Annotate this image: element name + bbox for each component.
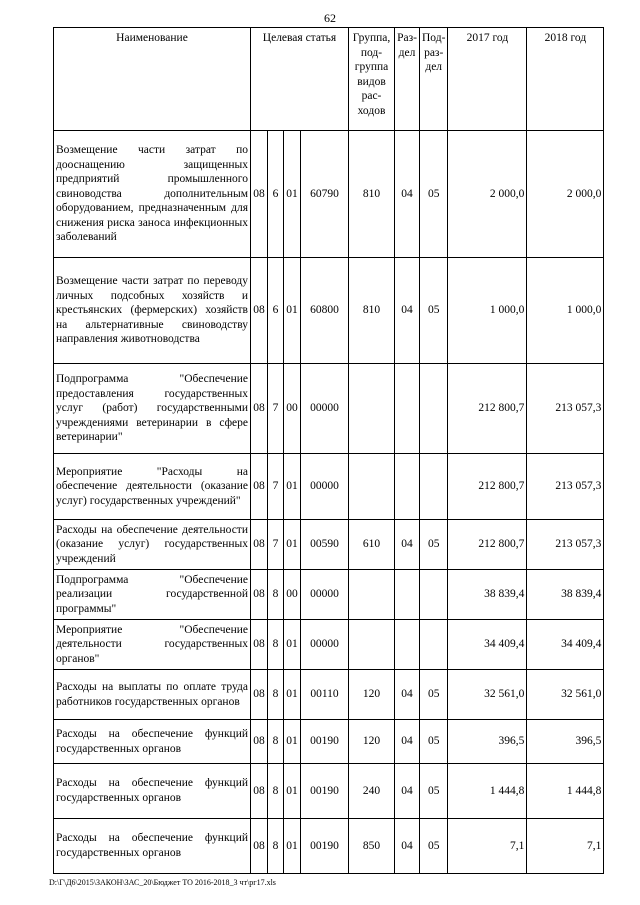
cell-group: 810 (349, 131, 395, 258)
cell-name: Мероприятие "Обеспечение деятельности государственных органов" (54, 620, 251, 670)
cell-subprogram: 6 (268, 131, 284, 258)
cell-subprogram: 8 (268, 819, 284, 874)
cell-activity: 01 (284, 454, 301, 520)
header-2018: 2018 год (527, 28, 604, 131)
cell-program: 08 (251, 764, 268, 819)
cell-group: 610 (349, 520, 395, 570)
cell-subsection: 05 (420, 670, 448, 720)
table-row (54, 764, 604, 819)
cell-name: Возмещение части затрат по дооснащению защищенных предприятий промышленного свиноводства дополнительным оборудованием, предназначенным для снижения риска заноса инфекционных заболеваний (54, 131, 251, 258)
cell-subprogram: 7 (268, 454, 284, 520)
cell-subsection: 05 (420, 131, 448, 258)
cell-subsection: 05 (420, 720, 448, 764)
cell-subsection: 05 (420, 258, 448, 364)
cell-group: 120 (349, 670, 395, 720)
cell-activity: 01 (284, 520, 301, 570)
cell-2017: 7,1 (448, 819, 527, 874)
cell-activity: 01 (284, 131, 301, 258)
cell-2018: 34 409,4 (527, 620, 604, 670)
cell-2017: 1 444,8 (448, 764, 527, 819)
cell-section: 04 (395, 258, 420, 364)
cell-section: 04 (395, 764, 420, 819)
cell-group (349, 454, 395, 520)
cell-group: 810 (349, 258, 395, 364)
cell-subsection: 05 (420, 819, 448, 874)
cell-activity: 01 (284, 819, 301, 874)
table-row (54, 819, 604, 874)
table-row (54, 520, 604, 570)
cell-name: Подпрограмма "Обеспечение предоставления государственных услуг (работ) государственными учреждениями ветеринарии в сфере ветеринарии" (54, 364, 251, 454)
cell-group (349, 570, 395, 620)
cell-2017: 2 000,0 (448, 131, 527, 258)
cell-activity: 01 (284, 258, 301, 364)
cell-direction: 00190 (301, 819, 349, 874)
cell-direction: 00000 (301, 620, 349, 670)
cell-subprogram: 7 (268, 364, 284, 454)
cell-group: 240 (349, 764, 395, 819)
table-row (54, 570, 604, 620)
cell-section (395, 454, 420, 520)
table-row (54, 620, 604, 670)
cell-2018: 7,1 (527, 819, 604, 874)
cell-group (349, 620, 395, 670)
cell-2017: 34 409,4 (448, 620, 527, 670)
cell-name: Возмещение части затрат по переводу личных подсобных хозяйств и крестьянских (фермерских) хозяйств на альтернативные свиноводству направления животноводства (54, 258, 251, 364)
cell-direction: 00000 (301, 570, 349, 620)
cell-name: Расходы на выплаты по оплате труда работников государственных органов (54, 670, 251, 720)
table-row (54, 364, 604, 454)
cell-2017: 32 561,0 (448, 670, 527, 720)
header-section: Раз-дел (395, 28, 420, 131)
cell-2018: 1 444,8 (527, 764, 604, 819)
header-name: Наименование (54, 28, 251, 131)
page-number: 62 (324, 11, 336, 25)
cell-direction: 00190 (301, 720, 349, 764)
cell-activity: 00 (284, 570, 301, 620)
header-target-article: Целевая статья (251, 28, 349, 131)
cell-subsection (420, 620, 448, 670)
cell-name: Подпрограмма "Обеспечение реализации государственной программы" (54, 570, 251, 620)
cell-activity: 01 (284, 720, 301, 764)
cell-2017: 396,5 (448, 720, 527, 764)
cell-direction: 00110 (301, 670, 349, 720)
cell-program: 08 (251, 131, 268, 258)
cell-group: 120 (349, 720, 395, 764)
table-row (54, 131, 604, 258)
cell-group: 850 (349, 819, 395, 874)
file-path-footer: D:\Г\Д6\2015\ЗАКОН\ЗАС_20\Бюджет ТО 2016-2018_3 чт\рг17.xls (49, 878, 276, 887)
table-row (54, 670, 604, 720)
cell-section: 04 (395, 670, 420, 720)
cell-2017: 38 839,4 (448, 570, 527, 620)
cell-program: 08 (251, 720, 268, 764)
cell-2018: 396,5 (527, 720, 604, 764)
cell-2018: 1 000,0 (527, 258, 604, 364)
header-group: Группа, под-группа видов рас-ходов (349, 28, 395, 131)
cell-section: 04 (395, 131, 420, 258)
cell-program: 08 (251, 454, 268, 520)
cell-subprogram: 8 (268, 570, 284, 620)
cell-2017: 212 800,7 (448, 454, 527, 520)
cell-subprogram: 8 (268, 720, 284, 764)
cell-subsection (420, 364, 448, 454)
cell-section (395, 620, 420, 670)
cell-2017: 212 800,7 (448, 520, 527, 570)
cell-program: 08 (251, 520, 268, 570)
cell-2018: 213 057,3 (527, 364, 604, 454)
cell-section: 04 (395, 720, 420, 764)
cell-name: Расходы на обеспечение деятельности (оказание услуг) государственных учреждений (54, 520, 251, 570)
cell-section (395, 364, 420, 454)
cell-section: 04 (395, 520, 420, 570)
cell-2018: 38 839,4 (527, 570, 604, 620)
header-2017: 2017 год (448, 28, 527, 131)
table-row (54, 720, 604, 764)
cell-section: 04 (395, 819, 420, 874)
cell-section (395, 570, 420, 620)
cell-2018: 213 057,3 (527, 520, 604, 570)
cell-2017: 1 000,0 (448, 258, 527, 364)
cell-program: 08 (251, 570, 268, 620)
cell-2017: 212 800,7 (448, 364, 527, 454)
cell-subprogram: 7 (268, 520, 284, 570)
cell-program: 08 (251, 364, 268, 454)
cell-group (349, 364, 395, 454)
cell-activity: 01 (284, 670, 301, 720)
cell-subsection (420, 454, 448, 520)
cell-2018: 2 000,0 (527, 131, 604, 258)
cell-program: 08 (251, 819, 268, 874)
cell-direction: 00190 (301, 764, 349, 819)
cell-subprogram: 8 (268, 670, 284, 720)
cell-name: Расходы на обеспечение функций государственных органов (54, 764, 251, 819)
cell-subprogram: 8 (268, 620, 284, 670)
cell-program: 08 (251, 620, 268, 670)
cell-direction: 60800 (301, 258, 349, 364)
cell-name: Расходы на обеспечение функций государственных органов (54, 819, 251, 874)
cell-direction: 00590 (301, 520, 349, 570)
cell-name: Мероприятие "Расходы на обеспечение деятельности (оказание услуг) государственных учреждений" (54, 454, 251, 520)
budget-table (53, 27, 604, 874)
cell-subprogram: 8 (268, 764, 284, 819)
header-subsection: Под-раз-дел (420, 28, 448, 131)
cell-activity: 01 (284, 620, 301, 670)
header-row (54, 28, 604, 131)
cell-subsection: 05 (420, 520, 448, 570)
cell-subsection: 05 (420, 764, 448, 819)
cell-direction: 60790 (301, 131, 349, 258)
cell-subsection (420, 570, 448, 620)
table-body (54, 131, 604, 874)
cell-activity: 01 (284, 764, 301, 819)
cell-2018: 32 561,0 (527, 670, 604, 720)
cell-name: Расходы на обеспечение функций государственных органов (54, 720, 251, 764)
cell-direction: 00000 (301, 364, 349, 454)
cell-direction: 00000 (301, 454, 349, 520)
cell-2018: 213 057,3 (527, 454, 604, 520)
table-row (54, 258, 604, 364)
cell-activity: 00 (284, 364, 301, 454)
table-row (54, 454, 604, 520)
cell-program: 08 (251, 258, 268, 364)
cell-subprogram: 6 (268, 258, 284, 364)
cell-program: 08 (251, 670, 268, 720)
